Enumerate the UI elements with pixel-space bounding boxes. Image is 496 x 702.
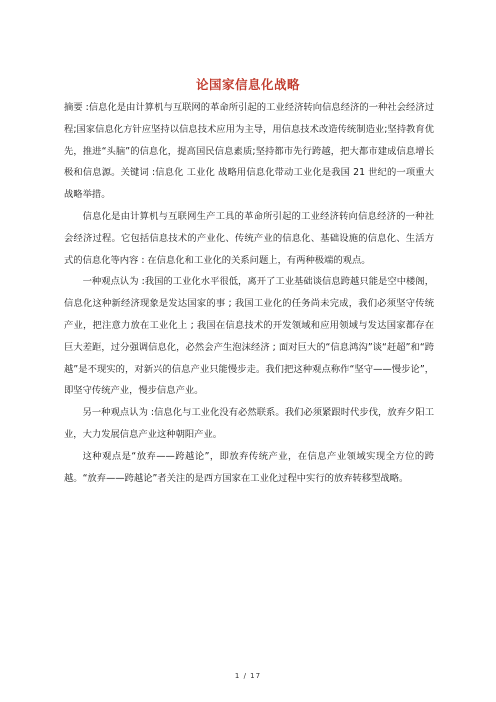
abstract-paragraph: 摘要 :信息化是由计算机与互联网的革命所引起的工业经济转向信息经济的一种社会经济过程;国家信息化方针应坚持以信息技术应用为主导，用信息技术改造传统制造业;坚持教育优先，推进“头脑”的信息化，提高国民信息素质;坚持都市先行跨越，把大都市建成信息增长极和信息源。关键词 :信息化 工业化 战略用信息化带动工业化是我国 21 世纪的一项重大战略举措。 — [64, 102, 434, 201]
body-paragraph: 信息化是由计算机与互联网生产工具的革命所引起的工业经济转向信息经济的一种社会经济过程。它包括信息技术的产业化、传统产业的信息化、基础设施的信息化、生活方式的信息化等内容 : 在信息化和工业化的关系问题上，有两种极端的观点。 — [64, 210, 434, 266]
body-paragraph: 这种观点是“放弃——跨越论”，即放弃传统产业，在信息产业领域实现全方位的跨越。“放弃——跨越论”者关注的是西方国家在工业化过程中实行的放弃转移型战略。 — [64, 450, 434, 484]
body-paragraph: 一种观点认为 :我国的工业化水平很低，离开了工业基础谈信息跨越只能是空中楼阁，信息化这种新经济现象是发达国家的事 ; 我国工业化的任务尚未完成，我们必须坚守传统产业，把注意力放在工业化上 ; 我国在信息技术的开发领域和应用领域与发达国家都存在巨大差距，过分强调信息化，必然会产生泡沫经济 ; 面对巨大的“信息鸿沟”谈“赶超”和“跨越”是不现实的，对新兴的信息产业只能慢步走。我们把这种观点称作“坚守——慢步论”，即坚守传统产业，慢步信息产业。 — [64, 276, 434, 397]
body-paragraph: 另一种观点认为 :信息化与工业化没有必然联系。我们必须紧跟时代步伐，放弃夕阳工业，大力发展信息产业这种朝阳产业。 — [64, 407, 434, 440]
page-indicator: 1 / 17 — [234, 672, 262, 680]
document-body — [64, 97, 434, 489]
document-title: 论国家信息化战略 — [195, 77, 300, 92]
